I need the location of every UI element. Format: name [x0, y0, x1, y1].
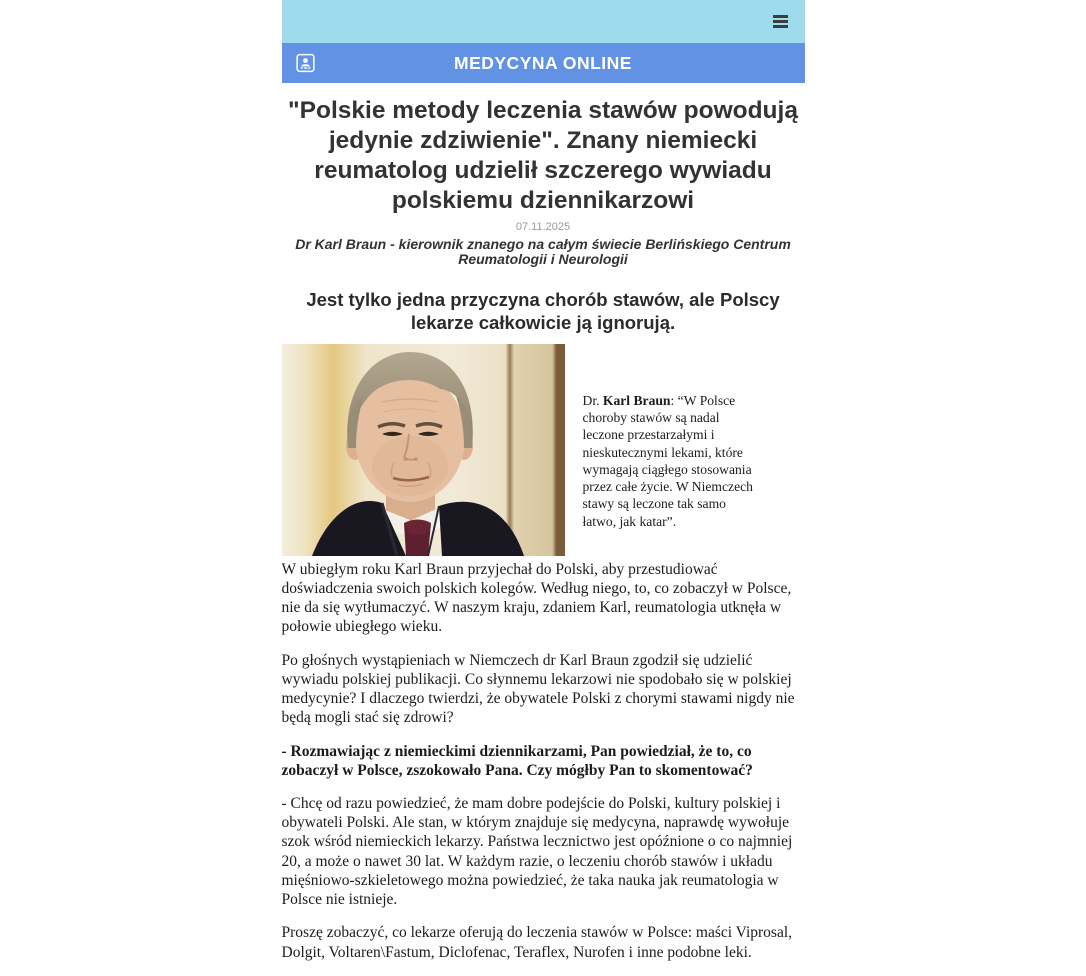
article-subtitle: Dr Karl Braun - kierownik znanego na całym świecie Berlińskiego Centrum Reumatologii i Neurologii: [295, 235, 791, 268]
article-headline: "Polskie metody leczenia stawów powodują jedynie zdziwienie". Znany niemiecki reumatolog udzielił szczerego wywiadu polskiemu dziennikarzowi: [288, 97, 798, 214]
quote-text: : “W Polsce choroby stawów są nadal leczone przestarzałymi i nieskutecznymi lekami, które wymagają ciągłego stosowania przez całe życie. W Niemczech stawy są leczone tak samo łatwo, jak katar”.: [582, 392, 753, 529]
article: [282, 96, 805, 962]
article-date: 07.11.2025: [515, 220, 571, 233]
site-header: [282, 0, 805, 83]
article-lead: Jest tylko jedna przyczyna chorób stawów, ale Polscy lekarze całkowicie ją ignorują.: [306, 289, 780, 333]
hamburger-menu-button[interactable]: [771, 13, 790, 30]
site-title: MEDYCYNA ONLINE: [454, 52, 632, 73]
topbar: [282, 0, 805, 43]
article-paragraph: Po głośnych wystąpieniach w Niemczech dr Karl Braun zgodził się udzielić wywiadu polskiej publikacji. Co słynnemu lekarzowi nie spodobało się w polskiej medycynie? I dlaczego twierdzi, że obywatele Polski z chorymi stawami nigdy nie będą mogli stać się zdrowi?: [281, 651, 795, 727]
navbar: [282, 43, 805, 83]
article-paragraph: - Chcę od razu powiedzieć, że mam dobre podejście do Polski, kultury polskiej i obywateli Polski. Ale stan, w którym znajduje się medycyna, naprawdę wywołuje szok wśród niemieckich lekarzy. Państwa lecznictwo jest opóźnione o co najmniej 20, a może o nawet 30 lat. W każdym razie, o leczeniu chorób stawów i układu mięśniowo-szkieletowego można powiedzieć, że taka nauka jak reumatologia w Polsce nie istnieje.: [281, 794, 793, 909]
article-paragraph: W ubiegłym roku Karl Braun przyjechał do Polski, aby przestudiować doświadczenia swoich polskich kolegów. Według niego, to, co zobaczył w Polsce, nie da się wytłumaczyć. W naszym kraju, zdaniem Karl, reumatologia utknęła w połowie ubiegłego wieku.: [281, 560, 792, 636]
doctor-photo: [282, 344, 565, 556]
figure-row: [282, 344, 805, 556]
article-paragraph: - Rozmawiając z niemieckimi dziennikarzami, Pan powiedział, że to, co zobaczył w Polsce, zszokowało Pana. Czy mógłby Pan to skomentować?: [281, 742, 753, 779]
quote-name: Karl Braun: [602, 392, 671, 408]
page: [282, 0, 805, 962]
hamburger-icon: [773, 15, 788, 18]
article-body: [282, 560, 805, 962]
quote-prefix: Dr.: [582, 392, 603, 408]
doctor-quote: [565, 344, 762, 556]
account-box-icon[interactable]: [296, 54, 315, 73]
article-paragraph: Proszę zobaczyć, co lekarze oferują do leczenia stawów w Polsce: maści Viprosal, Dolgit, Voltaren\Fastum, Diclofenac, Teraflex, Nurofen i inne podobne leki.: [281, 924, 793, 961]
